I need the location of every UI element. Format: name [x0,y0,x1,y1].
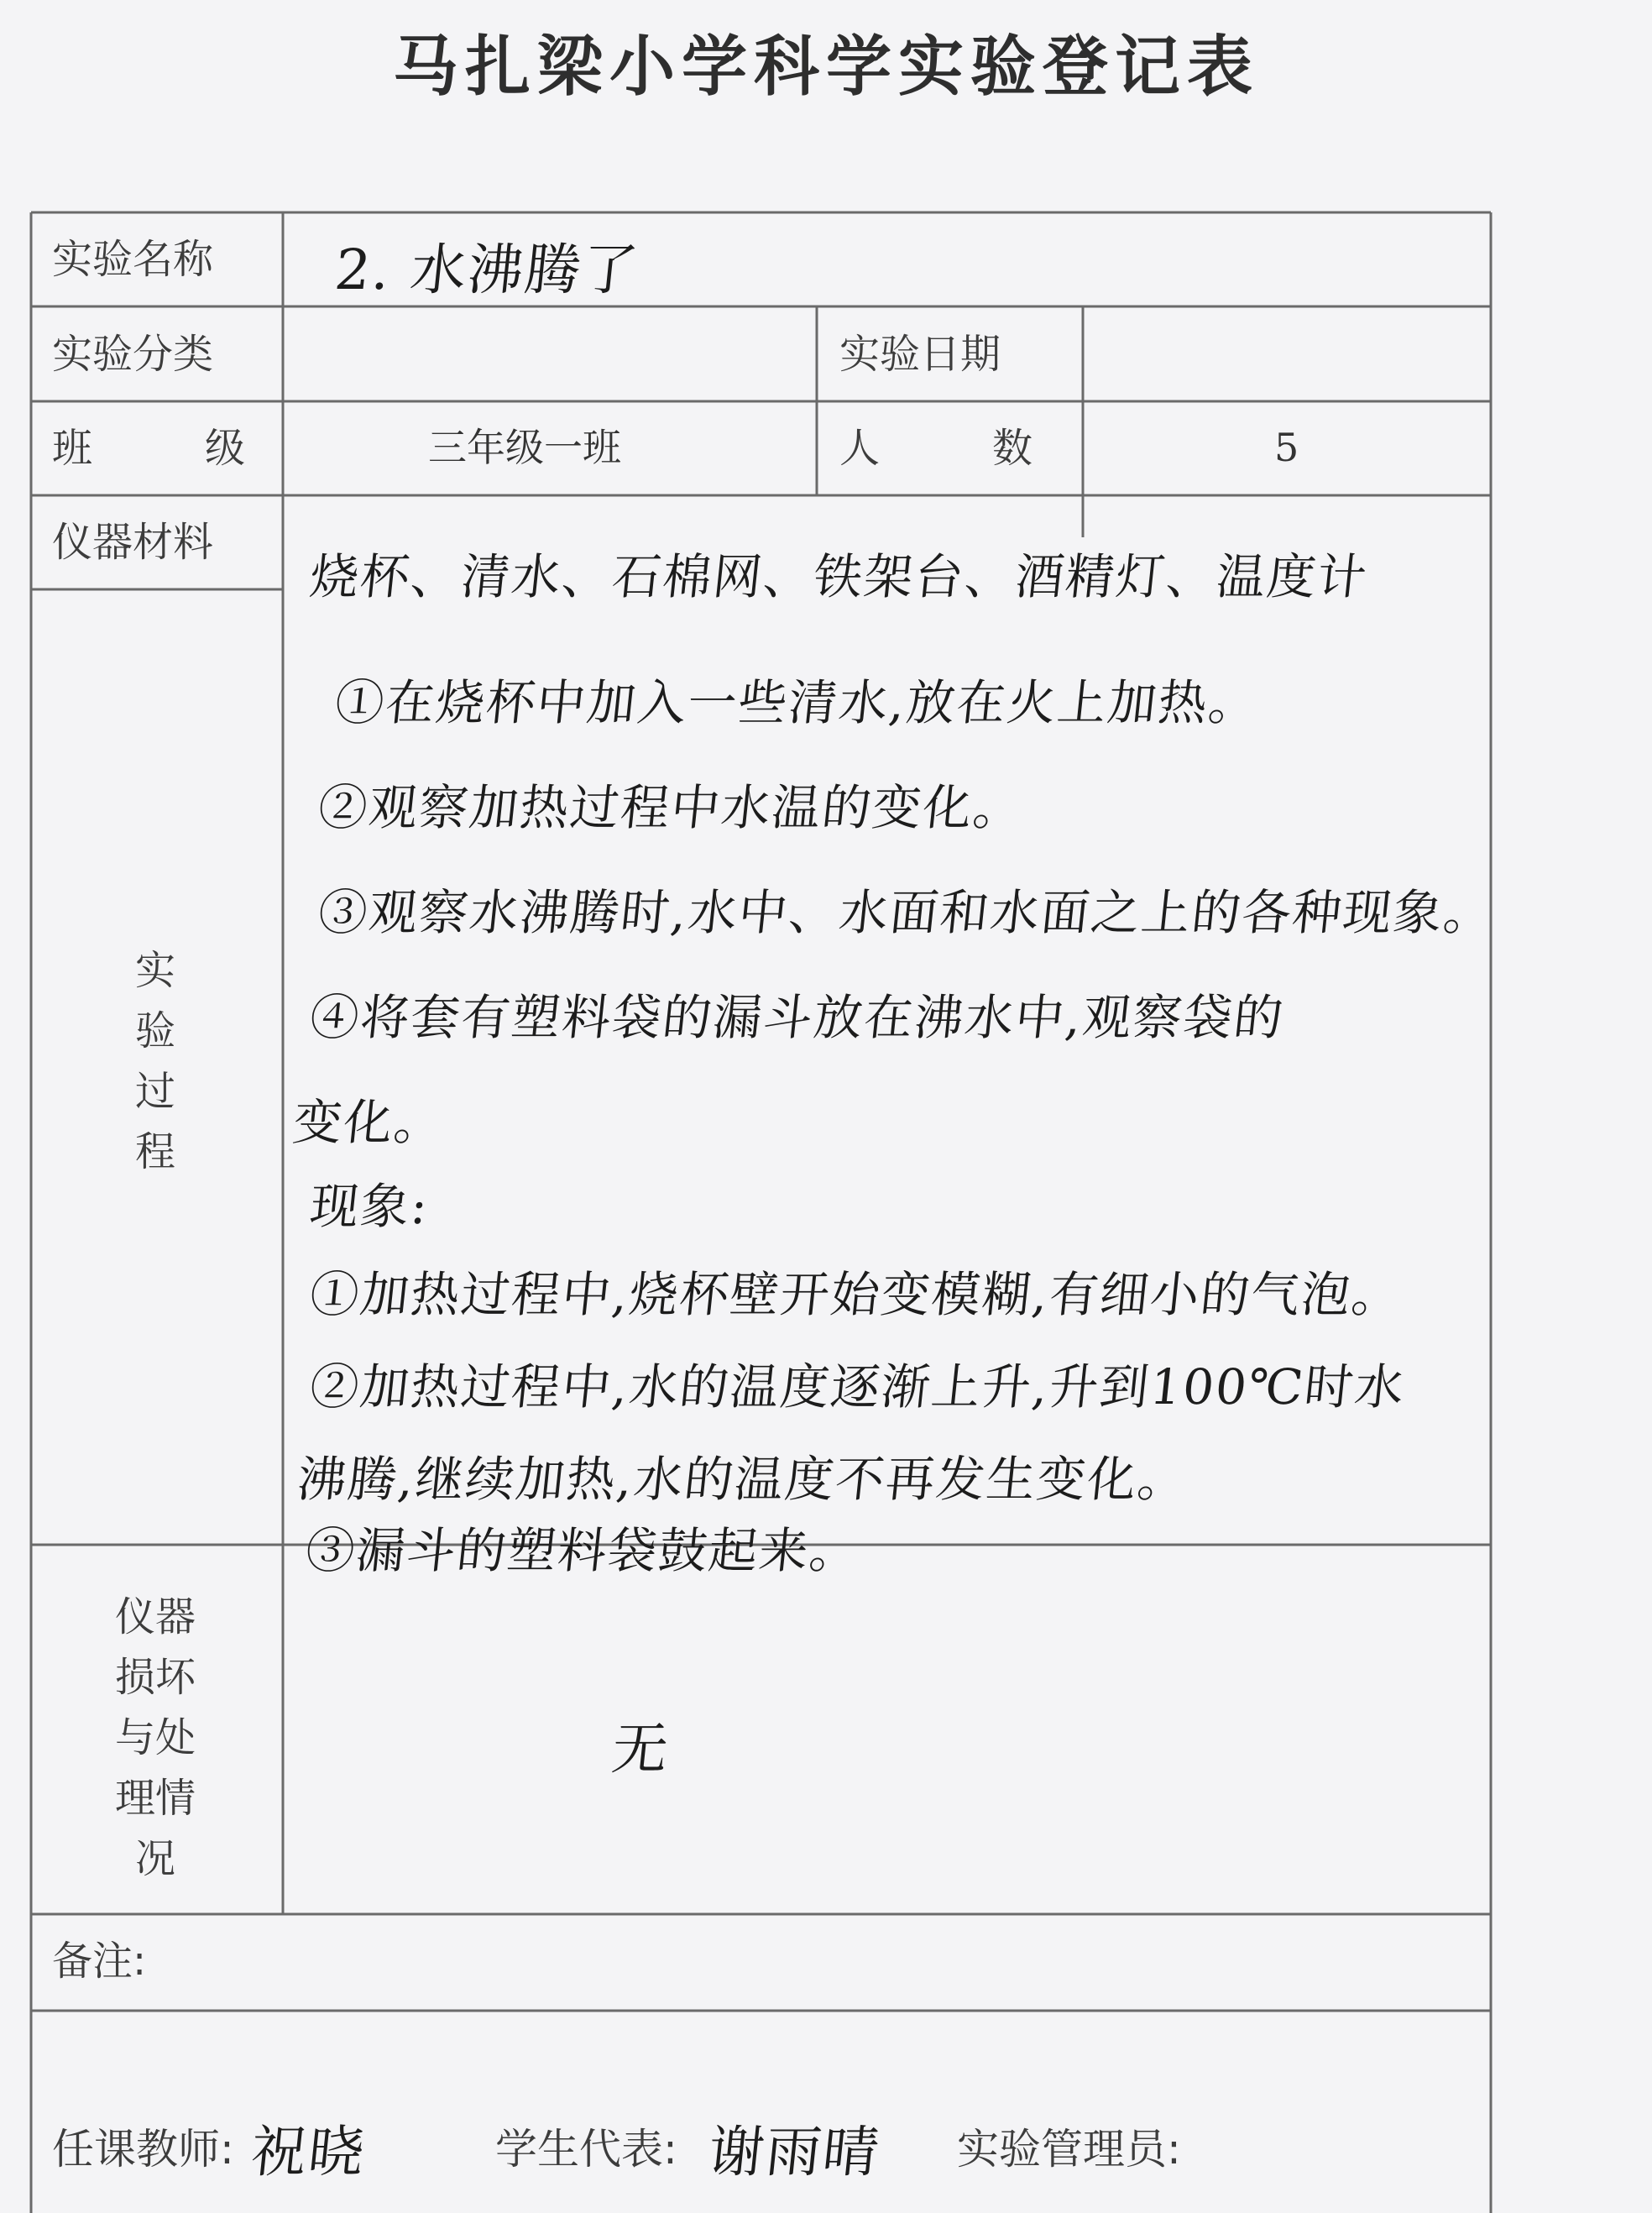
label-student-rep: 学生代表: [495,2125,677,2174]
label-experiment-category: 实验分类 [52,331,214,378]
process-line-6: 现象: [306,1178,432,1235]
label-materials: 仪器材料 [52,519,214,566]
label-experiment-date: 实验日期 [839,331,1001,378]
process-line-9: 沸腾,继续加热,水的温度不再发生变化。 [294,1451,1191,1508]
label-process: 实 验 过 程 [134,947,175,1175]
label-notes: 备注: [52,1938,147,1985]
process-line-5: 变化。 [290,1094,448,1151]
value-class: 三年级一班 [428,425,621,470]
value-experiment-name: 2. 水沸腾了 [332,238,643,302]
label-teacher: 任课教师: [52,2125,234,2174]
value-materials: 烧杯、清水、石棉网、铁架台、酒精灯、温度计 [306,548,1372,605]
label-class [52,425,245,472]
process-line-7: ①加热过程中,烧杯壁开始变模糊,有细小的气泡。 [306,1266,1405,1323]
value-damage: 无 [609,1717,673,1781]
label-count-char-1: 人 [839,425,881,472]
process-line-8: ②加热过程中,水的温度逐渐上升,升到100℃时水 [306,1358,1409,1415]
label-class-char-2: 级 [204,425,245,472]
label-class-char-1: 班 [52,425,93,472]
label-experiment-name: 实验名称 [52,236,214,283]
value-student-rep: 谢雨晴 [705,2120,884,2184]
label-admin: 实验管理员: [957,2125,1181,2174]
process-line-10: ③漏斗的塑料袋鼓起来。 [302,1522,864,1579]
process-line-4: ④将套有塑料袋的漏斗放在沸水中,观察袋的 [306,989,1288,1046]
label-count [839,425,1032,472]
label-damage: 仪器 损坏 与处 理情 况 [114,1593,196,1882]
value-teacher: 祝晓 [248,2120,369,2184]
form-title: 马扎梁小学科学实验登记表 [392,29,1259,105]
label-count-char-2: 数 [991,425,1032,472]
process-line-1: ①在烧杯中加入一些清水,放在火上加热。 [332,674,1263,731]
process-line-3: ③观察水沸腾时,水中、水面和水面之上的各种现象。 [315,884,1498,941]
process-line-2: ②观察加热过程中水温的变化。 [315,779,1027,836]
value-count: 5 [1274,425,1299,470]
